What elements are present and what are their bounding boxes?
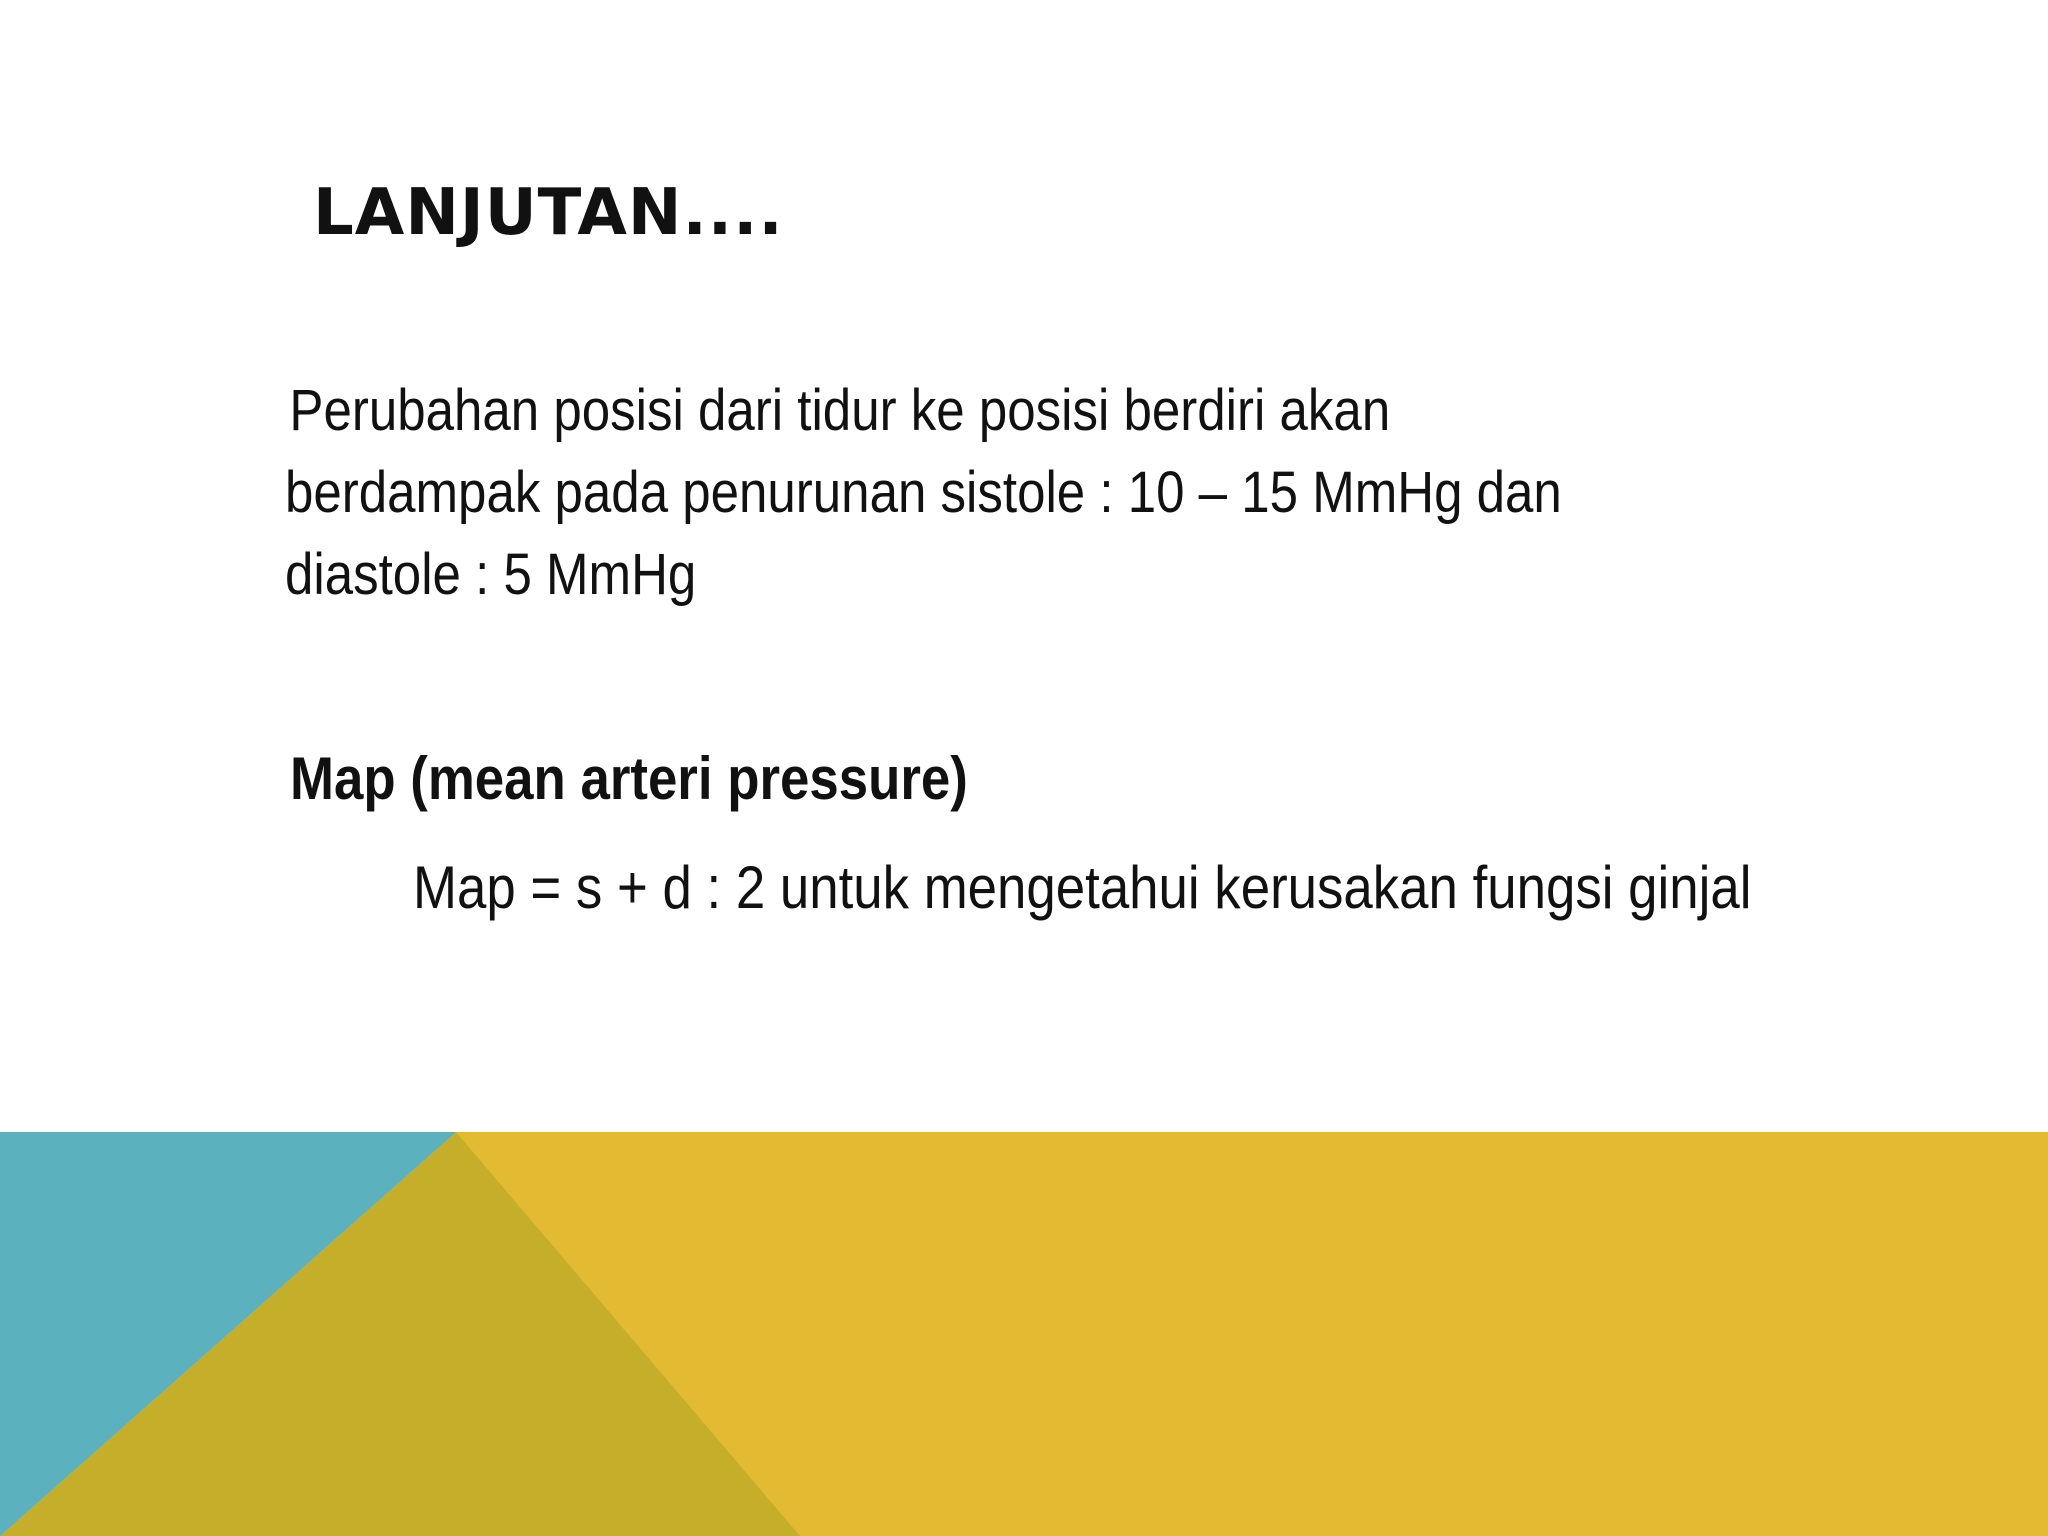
map-formula: Map = s + d : 2 untuk mengetahui kerusakan fungsi ginjal [413,854,1752,921]
slide-title: LANJUTAN.... [313,176,784,250]
decorative-bottom-band [0,1132,2048,1536]
body-paragraph: Perubahan posisi dari tidur ke posisi berdiri akan berdampak pada penurunan sistole : 10 – 15 MmHg dan diastole : 5 MmHg [285,378,1562,607]
map-heading: Map (mean arteri pressure) [290,745,968,812]
